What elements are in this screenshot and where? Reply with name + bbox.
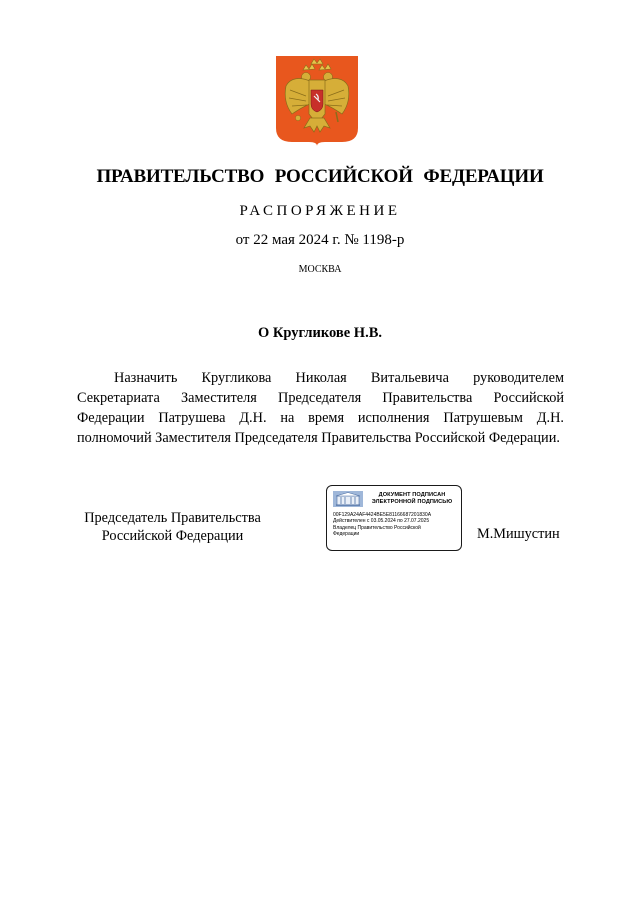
government-title: ПРАВИТЕЛЬСТВО РОССИЙСКОЙ ФЕДЕРАЦИИ bbox=[96, 166, 544, 187]
stamp-heading-line1: ДОКУМЕНТ ПОДПИСАН bbox=[378, 492, 446, 498]
signer-position-line2: Российской Федерации bbox=[101, 528, 244, 544]
stamp-certificate: 00F129A24AF4424BE5E81166687201830A bbox=[333, 512, 432, 518]
document-type: РАСПОРЯЖЕНИЕ bbox=[239, 203, 401, 219]
document-body: Назначить Кругликова Николая Витальевича руководителем Секретариата Заместителя Председателя Правительства Российской Федерации Патрушева Д.Н. на время исполнения Патрушевым Д.Н. полномочий Заместителя Председателя Правительства Российской Федерации. bbox=[77, 370, 564, 446]
government-building-icon bbox=[333, 491, 363, 507]
document-city: МОСКВА bbox=[298, 264, 342, 275]
signer-name: М.Мишустин bbox=[477, 526, 560, 542]
signer-position-line1: Председатель Правительства bbox=[84, 510, 261, 526]
document-subject: О Кругликове Н.В. bbox=[257, 325, 383, 341]
stamp-details bbox=[333, 512, 459, 538]
stamp-validity: Действителен с 03.05.2024 по 27.07.2025 bbox=[333, 518, 430, 525]
document-date-number: от 22 мая 2024 г. № 1198-р bbox=[235, 232, 405, 248]
stamp-heading bbox=[365, 492, 459, 506]
stamp-owner-line1: Владелец Правительство Российской bbox=[333, 524, 421, 531]
stamp-heading-line2: ЭЛЕКТРОННОЙ ПОДПИСЬЮ bbox=[371, 499, 453, 505]
stamp-owner-line2: Федерации bbox=[333, 531, 360, 538]
electronic-signature-stamp bbox=[326, 485, 462, 551]
signer-position bbox=[70, 509, 275, 545]
russian-coat-of-arms-icon bbox=[276, 56, 358, 146]
